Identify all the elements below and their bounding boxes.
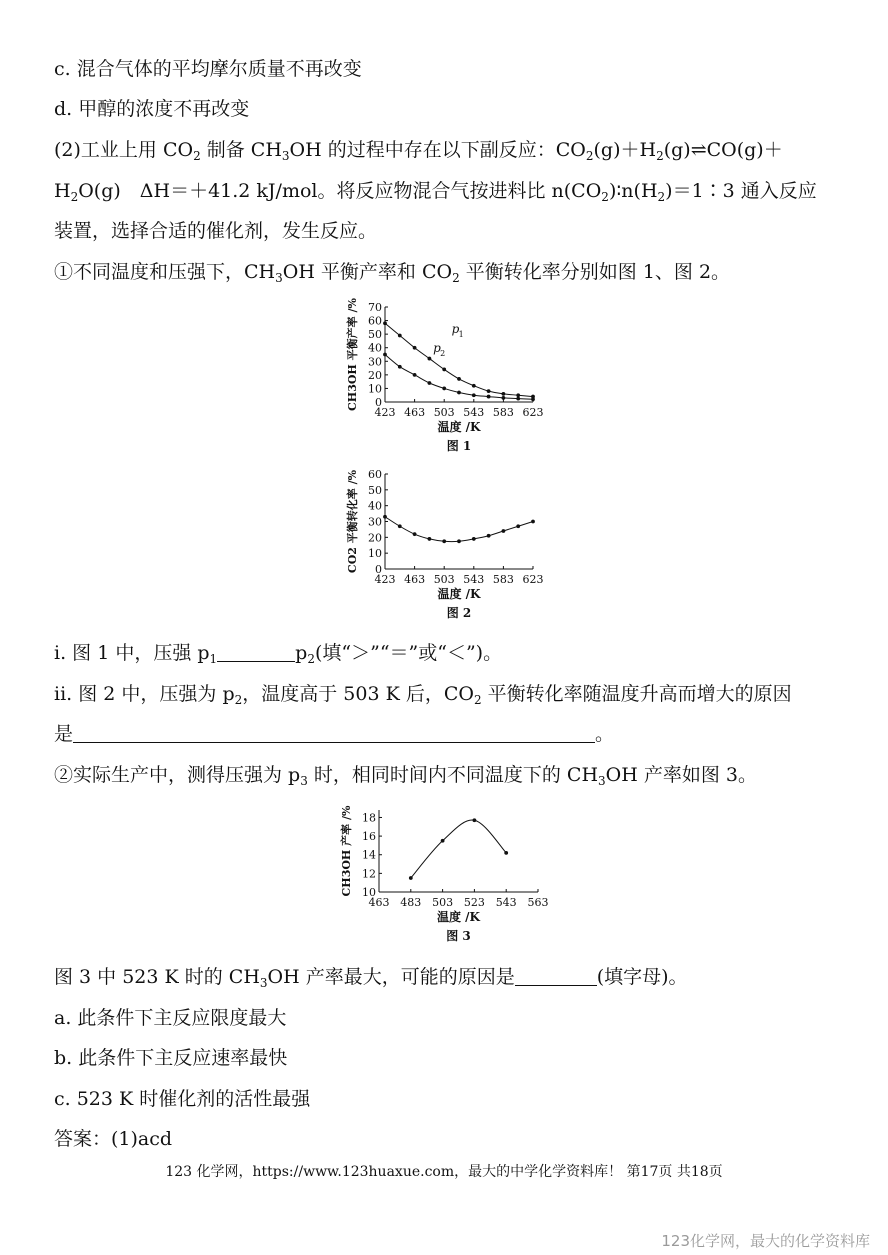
y-tick-label: 70: [368, 301, 382, 314]
x-tick-label: 583: [492, 573, 514, 586]
y-tick-label: 60: [368, 468, 382, 481]
data-point-p3: [441, 839, 445, 843]
question-3-intro: ②实际生产中，测得压强为 $p_3$ 时，相同时间内不同温度下的 $CH_3OH$ 产率如图 3。: [54, 764, 757, 788]
y-tick-label: 14: [362, 848, 376, 862]
y-tick-label: 60: [368, 314, 382, 328]
series-label-p2: p: [433, 340, 441, 355]
data-point-p2: [487, 534, 491, 538]
data-point-p1: [442, 368, 446, 372]
data-point-p2: [413, 532, 417, 536]
x-axis-label: 温度 /K: [437, 420, 481, 434]
reaction-setup-line: 装置，选择合适的催化剂，发生反应。: [54, 220, 378, 242]
data-point-p2: [442, 387, 446, 391]
data-point-p1: [413, 346, 417, 350]
x-tick-label: 463: [404, 406, 426, 419]
x-tick-label: 623: [522, 406, 544, 419]
data-point-p2: [442, 539, 446, 543]
question-ii-answer-line: 是 。: [54, 723, 615, 745]
chart-title: 图 3: [446, 929, 471, 943]
data-point-p1: [383, 321, 387, 325]
data-point-p1: [487, 389, 491, 393]
y-tick-label: 10: [362, 886, 376, 899]
data-point-p2: [487, 395, 491, 399]
question-ii-line: ii. 图 2 中，压强为 $p_2$，温度高于 503 K 后，$CO_2$ 平衡转化率随温度升高而增大的原因: [54, 683, 792, 707]
answer-blank-3[interactable]: [515, 967, 597, 986]
data-point-p2: [457, 391, 461, 395]
option-d-line: d. 甲醇的浓度不再改变: [54, 98, 250, 120]
answer-blank-i[interactable]: [217, 643, 295, 662]
y-axis-label: CO2 平衡转化率 /%: [346, 469, 359, 574]
option-a-line: a. 此条件下主反应限度最大: [54, 1007, 287, 1029]
reaction-enthalpy-line: $H_2O(g)$ ΔH＝＋41.2 kJ/mol。将反应物混合气按进料比 $n(CO_2)∶n(H_2)=1∶3$ 通入反应: [54, 180, 817, 204]
series-line-p3: [411, 820, 506, 878]
x-tick-label: 423: [374, 406, 396, 419]
y-tick-label: 0: [375, 396, 382, 409]
x-tick-label: 463: [404, 573, 426, 586]
y-axis-label: CH3OH 产率 /%: [340, 805, 353, 897]
data-point-p1: [428, 357, 432, 361]
data-point-p2: [472, 537, 476, 541]
y-tick-label: 50: [368, 483, 382, 497]
data-point-p2: [383, 353, 387, 357]
chart-title: 图 1: [446, 439, 472, 453]
y-tick-label: 50: [368, 328, 382, 342]
x-axis-label: 温度 /K: [437, 587, 481, 601]
watermark: 123化学网，最大的化学资料库: [661, 1232, 870, 1250]
question-3-line: 图 3 中 523 K 时的 $CH_3OH$ 产率最大，可能的原因是 (填字母)。: [54, 966, 688, 990]
data-point-p2: [413, 373, 417, 377]
y-tick-label: 10: [368, 547, 382, 561]
figure-intro-line: ①不同温度和压强下，$CH_3OH$ 平衡产率和 $CO_2$ 平衡转化率分别如图 1、图 2。: [54, 261, 731, 285]
x-axis-label: 温度 /K: [437, 910, 480, 924]
y-tick-label: 30: [368, 515, 382, 529]
data-point-p1: [472, 384, 476, 388]
x-tick-label: 423: [374, 573, 396, 586]
option-c-line: c. 混合气体的平均摩尔质量不再改变: [54, 58, 362, 80]
x-tick-label: 503: [432, 896, 454, 909]
page-footer: 123 化学网，https://www.123huaxue.com，最大的中学化学资料库！ 第17页 共18页: [165, 1164, 723, 1180]
x-tick-label: 483: [400, 896, 422, 909]
series-line-p2: [385, 517, 533, 542]
figure-3-chart: [336, 800, 556, 950]
data-point-p2: [516, 524, 520, 528]
data-point-p2: [398, 524, 402, 528]
x-tick-label: 543: [495, 896, 517, 909]
y-tick-label: 40: [368, 341, 382, 355]
y-tick-label: 40: [368, 499, 382, 513]
x-tick-label: 523: [463, 896, 485, 909]
data-point-p2: [428, 381, 432, 385]
option-c3-line: c. 523 K 时催化剂的活性最强: [54, 1088, 311, 1110]
data-point-p2: [516, 397, 520, 401]
answer-blank-ii[interactable]: [73, 724, 595, 743]
data-point-p3: [409, 876, 413, 880]
series-label-sub-p2: 2: [440, 348, 446, 358]
x-tick-label: 503: [433, 406, 455, 419]
data-point-p2: [457, 539, 461, 543]
figure-2-chart: [340, 466, 560, 628]
data-point-p1: [516, 393, 520, 397]
data-point-p2: [383, 515, 387, 519]
data-point-p1: [398, 334, 402, 338]
data-point-p2: [531, 520, 535, 524]
data-point-p2: [428, 537, 432, 541]
series-label-sub-p1: 1: [458, 329, 464, 339]
data-point-p2: [502, 396, 506, 400]
x-tick-label: 563: [527, 896, 549, 909]
x-tick-label: 583: [492, 406, 514, 419]
x-tick-label: 503: [433, 573, 455, 586]
x-tick-label: 623: [522, 573, 544, 586]
chart-title: 图 2: [446, 606, 472, 620]
y-tick-label: 18: [362, 811, 376, 825]
y-tick-label: 16: [362, 830, 376, 844]
data-point-p3: [473, 818, 477, 822]
y-tick-label: 20: [368, 531, 382, 545]
data-point-p1: [502, 392, 506, 396]
x-tick-label: 543: [463, 573, 485, 586]
data-point-p2: [531, 397, 535, 401]
question-2-intro: (2)工业上用 $CO_2$ 制备 $CH_3OH$ 的过程中存在以下副反应：$CO_2(g)+H_2(g)\rightleftharpoons CO(g)+$: [54, 139, 783, 163]
data-point-p2: [398, 365, 402, 369]
option-b-line: b. 此条件下主反应速率最快: [54, 1047, 288, 1069]
y-axis-label: CH3OH 平衡产率 /%: [346, 298, 359, 411]
data-point-p2: [472, 393, 476, 397]
question-i-line: i. 图 1 中，压强 $p_1$ $p_2$(填“＞”“＝”或“＜”)。: [54, 642, 503, 666]
y-tick-label: 10: [368, 382, 382, 396]
data-point-p2: [502, 529, 506, 533]
y-tick-label: 12: [362, 867, 376, 881]
x-tick-label: 543: [463, 406, 485, 419]
series-label-p1: p: [451, 321, 460, 336]
data-point-p3: [504, 851, 508, 855]
figure-1-chart: [340, 296, 560, 458]
y-tick-label: 0: [375, 563, 382, 576]
y-tick-label: 20: [368, 368, 382, 382]
data-point-p1: [457, 377, 461, 381]
x-tick-label: 463: [368, 896, 390, 909]
answer-line: 答案：(1)acd: [54, 1128, 173, 1150]
y-tick-label: 30: [368, 355, 382, 369]
